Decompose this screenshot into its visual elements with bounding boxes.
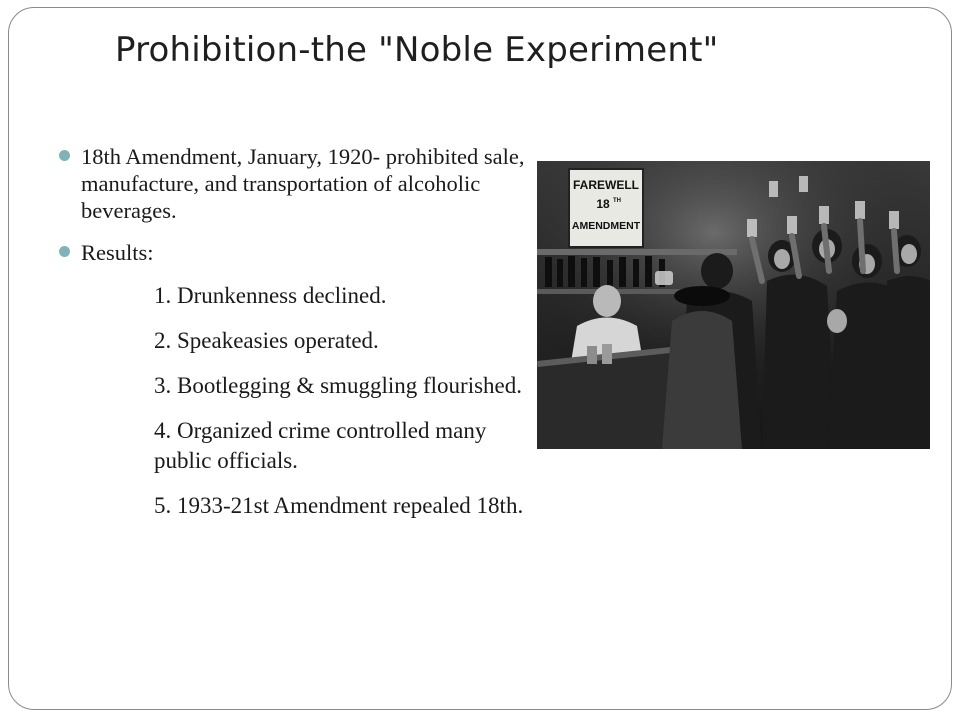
- sign-line-farewell: FAREWELL: [573, 178, 639, 192]
- sign-line-th: TH: [613, 198, 621, 204]
- result-item: 4. Organized crime controlled many public officials.: [154, 418, 487, 473]
- sign-line-18: 18: [596, 197, 610, 211]
- bullet-item: [59, 239, 529, 266]
- bullet-dot-icon: [59, 246, 70, 257]
- bullet-text: Results:: [81, 240, 154, 265]
- bullet-dot-icon: [59, 150, 70, 161]
- bullet-text: 18th Amendment, January, 1920- prohibited sale, manufacture, and transportation of alcoholic beverages.: [81, 144, 525, 223]
- sign-line-amendment: AMENDMENT: [571, 220, 641, 232]
- slide-title: Prohibition-the "Noble Experiment": [115, 30, 719, 70]
- result-item: 2. Speakeasies operated.: [154, 328, 379, 353]
- result-item: 5. 1933-21st Amendment repealed 18th.: [154, 493, 524, 518]
- farewell-18th-amendment-photo: [537, 161, 930, 449]
- slide: [8, 7, 952, 710]
- slide-body: [59, 143, 529, 536]
- result-item: 3. Bootlegging & smuggling flourished.: [154, 373, 522, 398]
- result-item: 1. Drunkenness declined.: [154, 283, 387, 308]
- bullet-item: [59, 143, 529, 224]
